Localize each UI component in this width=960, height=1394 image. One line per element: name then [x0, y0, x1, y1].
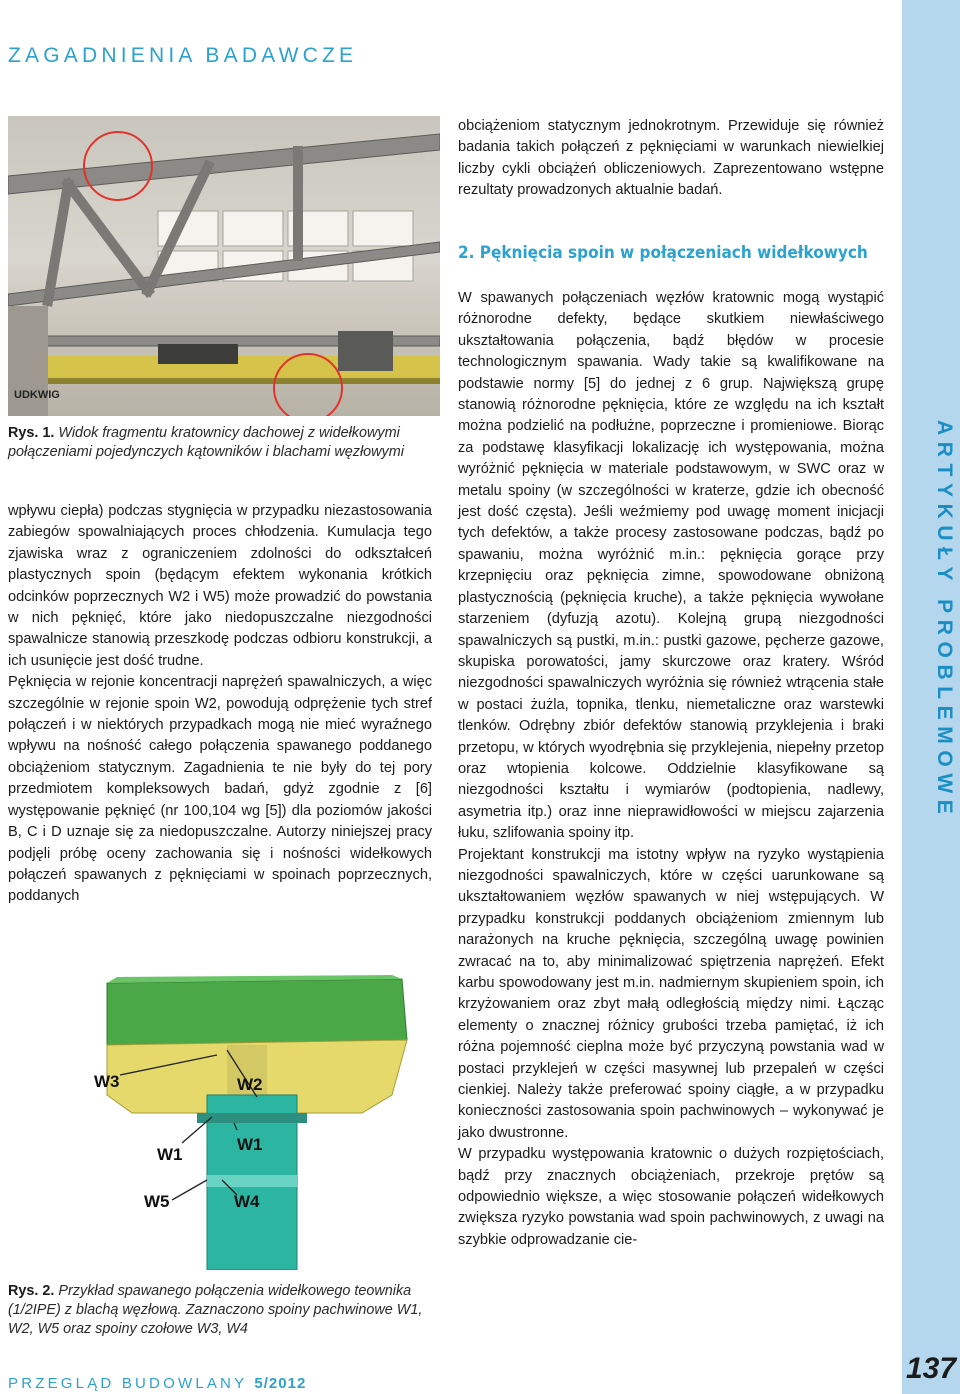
- footer-issue: 5/2012: [254, 1375, 307, 1392]
- footer-journal: PRZEGLĄD BUDOWLANY: [8, 1375, 248, 1392]
- label-w1-right: W1: [237, 1135, 263, 1154]
- weld-joint-diagram: [62, 975, 432, 1270]
- page-number: 137: [905, 1352, 957, 1385]
- sidebar-category: ARTYKUŁY PROBLEMOWE: [933, 420, 956, 821]
- label-w1-left: W1: [157, 1145, 183, 1164]
- label-w2: W2: [237, 1075, 263, 1094]
- paragraph: Pęknięcia w rejonie koncentracji naprężeń spawalniczych, a więc szczególnie w rejonie spoin W2, powodują odprężenie tych stref połączeń i w niektórych przypadkach mogą nie mieć wyraźnego wpływu na nośność całego połączenia spawanego poddanego obciążeniom statycznym. Zagadnienia te nie były do tej pory przedmiotem kompleksowych badań, gdyż zgodnie z [6] występowanie pęknięć (nr 100,104 wg [5]) dla poziomów jakości B, C i D uznaje się za niedopuszczalne. Autorzy niniejszej pracy podjęli próbę oceny zachowania się i nośności widełkowych połączeń spawanych z pęknięciami w spoinach poprzecznych, poddanych: [8, 674, 432, 905]
- paragraph: Projektant konstrukcji ma istotny wpływ na ryzyko wystąpienia niezgodności spawalniczych, które w części uarunkowane są ukształtowaniem węzłów spawanych w niej wstępujących. W przypadku konstrukcji poddanych obciążeniom zmiennym lub narażonych na kruche pęknięcia, szczególną uwagę powinien zwracać na to, aby minimalizować spiętrzenia naprężeń. Efekt karbu spowodowany jest m.in. nadmiernym skupieniem spoin, ich krzyżowaniem oraz zbyt małą odległością między nimi. Łącząc elementy o znacznej różnicy grubości trzeba pamiętać, iż ich różna pojemność cieplna może być przyczyną powstania wad w postaci przyklejeń w części masywnej lub przepaleń w części cienkiej. Należy także preferować spoiny ciągłe, a w przypadku konieczności zastosowania spoin pachwinowych – wykonywać je jako dwustronne.: [458, 846, 884, 1141]
- paragraph: obciążeniom statycznym jednokrotnym. Przewiduje się również badania takich połączeń z pęknięciami w warunkach niewielkiej liczby cykli obciążeń obliczeniowych. Zaprezentowano wstępne rezultaty prowadzonych aktualnie badań.: [458, 118, 884, 199]
- figure-2-caption-text: Przykład spawanego połączenia widełkowego teownika (1/2IPE) z blachą węzłową. Zaznaczono spoiny pachwinowe W1, W2, W5 oraz spoiny czołowe W3, W4: [8, 1283, 423, 1337]
- paragraph: wpływu ciepła) podczas stygnięcia w przypadku niezastosowania zabiegów spowalniających proces chłodzenia. Kumulacja tego zjawiska wraz z ograniczeniem zdolności do odkształceń plastycznych spoin (będącym efektem wykonania krótkich odcinków poprzecznych W2 i W5) może prowadzić do powstania w nich pęknięć, które jako niedopuszczalne niezgodności spawalnicze stanowią przeszkodę podczas odbioru konstrukcji, a ich usunięcie jest dość trudne.: [8, 503, 432, 669]
- figure-1-caption-label: Rys. 1.: [8, 425, 55, 441]
- figure-1-photo: [8, 116, 440, 416]
- section-heading: 2. Pęknięcia spoin w połączeniach widełkowych: [458, 243, 868, 263]
- right-column-intro: [458, 116, 884, 202]
- figure-2-caption: [8, 1282, 430, 1339]
- right-column: [458, 288, 884, 1251]
- figure-1-caption: [8, 424, 430, 462]
- figure-2-caption-label: Rys. 2.: [8, 1283, 55, 1299]
- label-w5: W5: [144, 1192, 170, 1211]
- paragraph: W spawanych połączeniach węzłów kratownic mogą wystąpić różnorodne defekty, będące skutkiem niewłaściwego ukształtowania połączenia, bądź błędów w procesie technologicznym spawania. Wady takie są kwalifikowane na podstawie normy [5] do jednej z 6 grup. Największą grupę stanowią różnorodne pęknięcia, które ze względu na ich kształt można podzielić na podłużne, poprzeczne i promieniowe. Biorąc za podstawę klasyfikacji lokalizację ich występowania, można wyróżnić pęknięcia w materiale podstawowym, w SWC oraz w metalu spoiny (w szczególności w kraterze, gdzie ich obecność jest dość częsta). Jeśli weźmiemy pod uwagę moment inicjacji tych defektów, a także procesy zastosowane podczas, bądź po spawaniu, można wyróżnić m.in.: pęknięcia gorące przy krzepnięciu oraz pęknięcia zimne, spowodowane obniżoną plastycznością (pęknięcia kruche), a także pęknięcia wywołane starzeniem (dyfuzją azotu). Kolejną grupą niezgodności spawalniczych są pustki, m.in.: pustki gazowe, pęcherze gazowe, skupiska porowatości, jamy skurczowe oraz kratery. Wśród niezgodności spawalniczych wyróżnia się również wtrącenia stałe w postaci żużla, topnika, tlenku, niemetaliczne oraz warstewki tlenków. Odrębny zbiór defektów stanowią przyklejenia i braki przetopu, w których wyodrębnia się przyklejenia, niepełny przetop oraz wtopienia kolcowe. Oddzielnie klasyfikowane są niezgodności kształtu i wymiarów (podtopienia, nadlewy, asymetria itp.) oraz inne nieprawidłowości w miejscu zajarzenia łuku, szlifowania spoiny itp.: [458, 290, 884, 842]
- photo-label: UDKWIG: [14, 389, 60, 401]
- figure-2-diagram: [62, 975, 432, 1270]
- label-w3: W3: [94, 1072, 120, 1091]
- left-column: [8, 501, 432, 908]
- footer: [8, 1375, 306, 1392]
- label-w4: W4: [234, 1192, 260, 1211]
- roof-truss-photo: [8, 116, 440, 416]
- figure-1-caption-text: Widok fragmentu kratownicy dachowej z widełkowymi połączeniami pojedynczych kątowników i blachami węzłowymi: [8, 425, 404, 460]
- section-header: ZAGADNIENIA BADAWCZE: [8, 44, 358, 67]
- paragraph: W przypadku występowania kratownic o dużych rozpiętościach, bądź przy znacznych obciążeniach, przekroje prętów są odpowiednio większe, a więc stosowanie połączeń widełkowych zwiększa ryzyko powstania wad spoin pachwinowych, z uwagi na szybkie odprowadzanie cie-: [458, 1146, 884, 1248]
